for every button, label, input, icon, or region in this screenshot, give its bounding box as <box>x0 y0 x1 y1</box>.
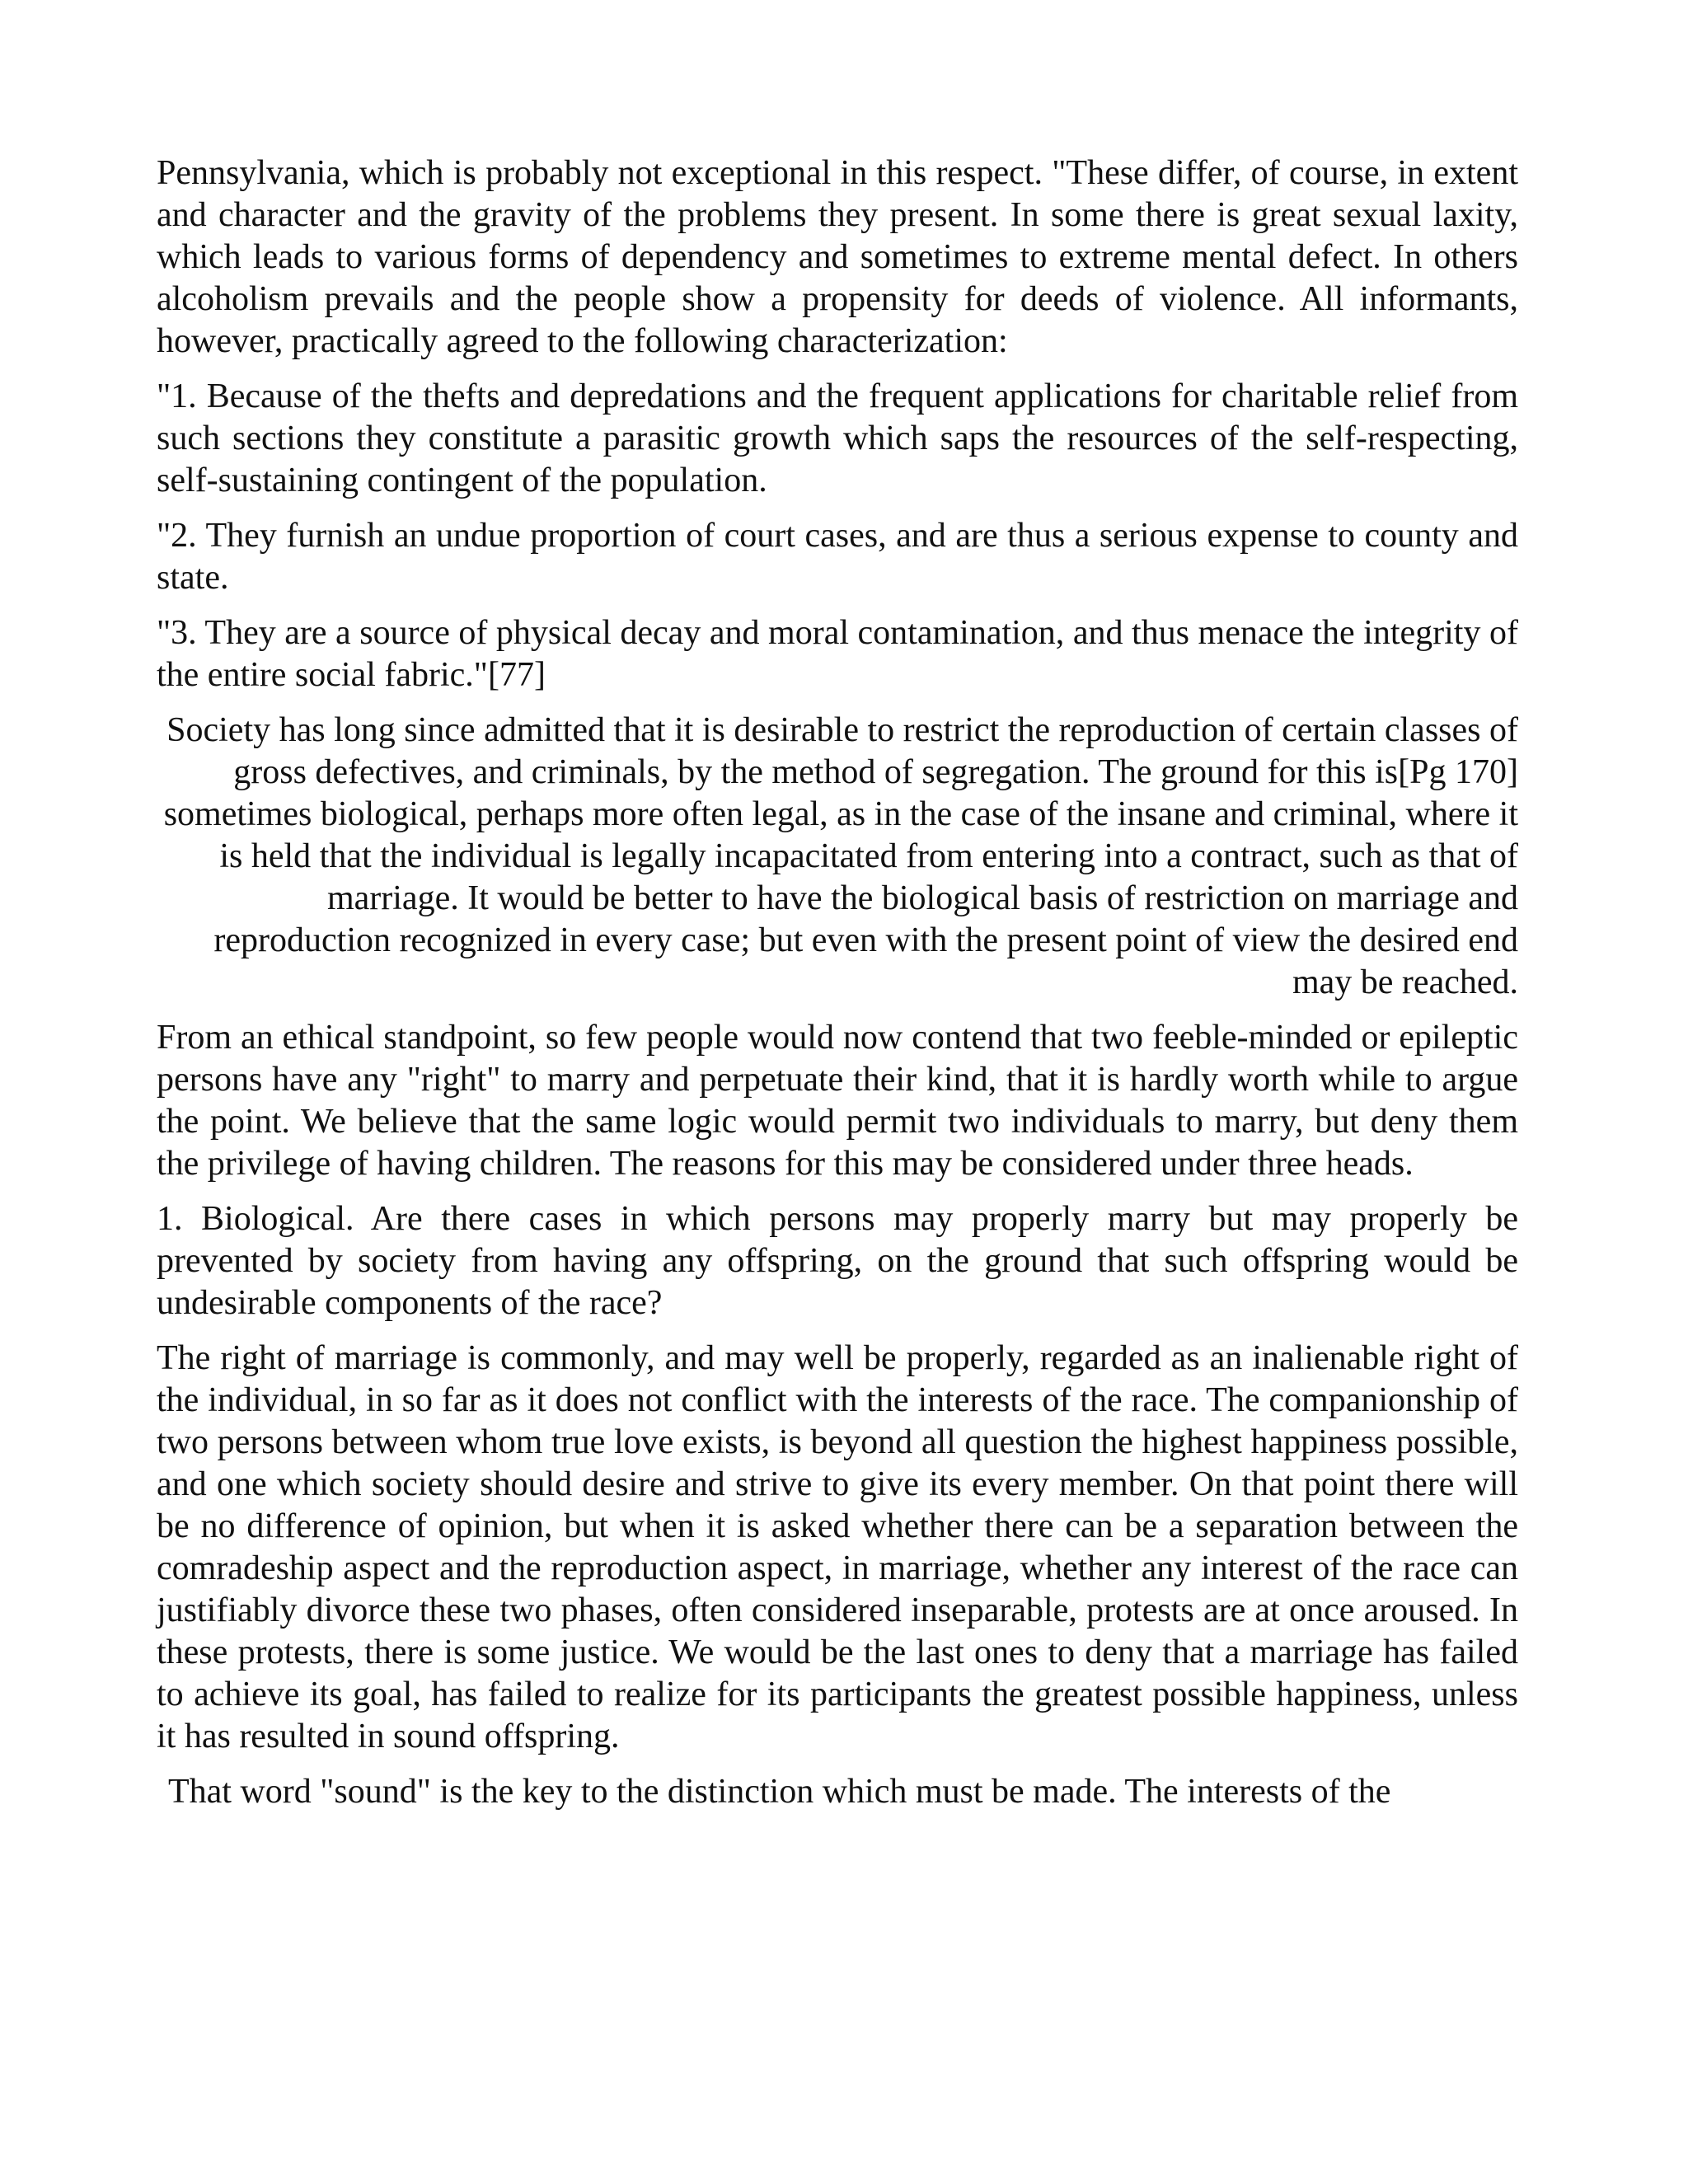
paragraph-right-of-marriage: The right of marriage is commonly, and may well be properly, regarded as an inalienable right of the individual, in so far as it does not conflict with the interests of the race. The companionship of two persons between whom true love exists, is beyond all question the highest happiness possible, and one which society should desire and strive to give its every member. On that point there will be no difference of opinion, but when it is asked whether there can be a separation between the comradeship aspect and the reproduction aspect, in marriage, whether any interest of the race can justifiably divorce these two phases, often considered inseparable, protests are at once aroused. In these protests, there is some justice. We would be the last ones to deny that a marriage has failed to achieve its goal, has failed to realize for its participants the greatest possible happiness, unless it has resulted in sound offspring. <box>157 1339 1518 1755</box>
paragraph-point-2: "2. They furnish an undue proportion of court cases, and are thus a serious expense to county and state. <box>157 517 1518 597</box>
paragraph-point-3: "3. They are a source of physical decay and moral contamination, and thus menace the integrity of the entire social fabric."[77] <box>157 614 1518 694</box>
paragraph-point-1: "1. Because of the thefts and depredations and the frequent applications for charitable relief from such sections they constitute a parasitic growth which saps the resources of the self-respecting, self-sustaining contingent of the population. <box>157 377 1518 499</box>
paragraph-ethical: From an ethical standpoint, so few people would now contend that two feeble-minded or epileptic persons have any "right" to marry and perpetuate their kind, that it is hardly worth while to argue the point. We believe that the same logic would permit two individuals to marry, but deny them the privilege of having children. The reasons for this may be considered under three heads. <box>157 1019 1518 1183</box>
paragraph-society: Society has long since admitted that it is desirable to restrict the reproduction of certain classes of gross defectives, and criminals, by the method of segregation. The ground for this is[Pg 170] sometimes biological, perhaps more often legal, as in the case of the insane and criminal, where it is held that the individual is legally incapacitated from entering into a contract, such as that of marriage. It would be better to have the biological basis of restriction on marriage and reproduction recognized in every case; but even with the present point of view the desired end may be reached. <box>163 711 1518 1001</box>
paragraph-sound: That word "sound" is the key to the distinction which must be made. The interests of the <box>168 1773 1391 1811</box>
body-text <box>157 152 1518 1826</box>
paragraph-pennsylvania: Pennsylvania, which is probably not exceptional in this respect. "These differ, of course, in extent and character and the gravity of the problems they present. In some there is great sexual laxity, which leads to various forms of dependency and sometimes to extreme mental defect. In others alcoholism prevails and the people show a propensity for deeds of violence. All informants, however, practically agreed to the following characterization: <box>157 154 1518 360</box>
paragraph-biological: 1. Biological. Are there cases in which persons may properly marry but may properly be prevented by society from having any offspring, on the ground that such offspring would be undesirable components of the race? <box>157 1200 1518 1322</box>
